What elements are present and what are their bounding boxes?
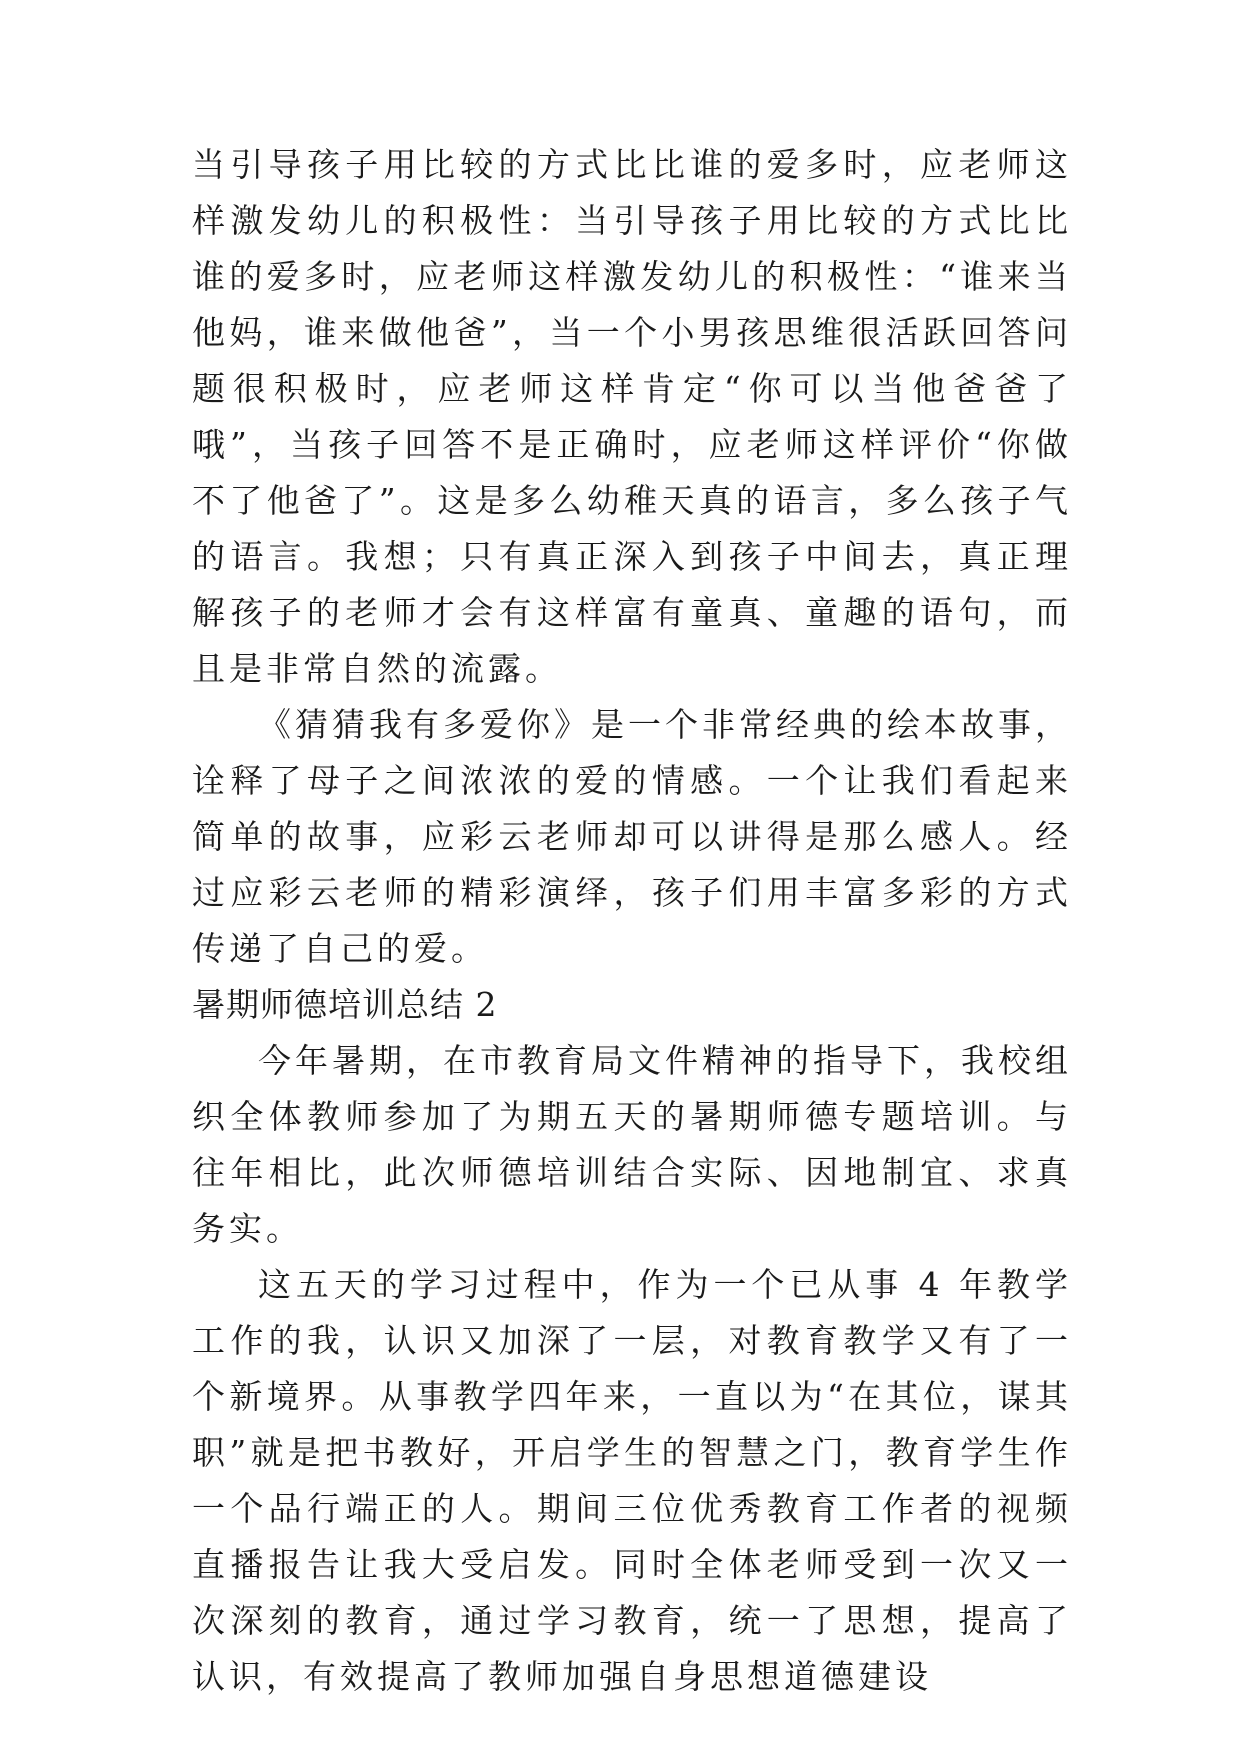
paragraph-training-reflection: 这五天的学习过程中，作为一个已从事 4 年教学工作的我，认识又加深了一层，对教育教学又有了一个新境界。从事教学四年来，一直以为“在其位，谋其职”就是把书教好，开启学生的智慧之门，教育学生作一个品行端正的人。期间三位优秀教育工作者的视频直播报告让我大受启发。同时全体老师受到一次又一次深刻的教育，通过学习教育，统一了思想，提高了认识，有效提高了教师加强自身思想道德建设	[192, 1265, 1072, 1696]
document-body	[192, 137, 1072, 1705]
paragraph-picture-book: 《猜猜我有多爱你》是一个非常经典的绘本故事，诠释了母子之间浓浓的爱的情感。一个让我们看起来简单的故事，应彩云老师却可以讲得是那么感人。经过应彩云老师的精彩演绎，孩子们用丰富多彩的方式传递了自己的爱。	[192, 705, 1072, 968]
paragraph-training-intro: 今年暑期，在市教育局文件精神的指导下，我校组织全体教师参加了为期五天的暑期师德专题培训。与往年相比，此次师德培训结合实际、因地制宜、求真务实。	[192, 1041, 1072, 1248]
section-heading: 暑期师德培训总结 2	[192, 985, 498, 1024]
paragraph-teacher-praise: 当引导孩子用比较的方式比比谁的爱多时，应老师这样激发幼儿的积极性：当引导孩子用比较的方式比比谁的爱多时，应老师这样激发幼儿的积极性：“谁来当他妈，谁来做他爸”，当一个小男孩思维很活跃回答问题很积极时，应老师这样肯定“你可以当他爸爸了哦”，当孩子回答不是正确时，应老师这样评价“你做不了他爸了”。这是多么幼稚天真的语言，多么孩子气的语言。我想；只有真正深入到孩子中间去，真正理解孩子的老师才会有这样富有童真、童趣的语句，而且是非常自然的流露。	[192, 145, 1072, 688]
